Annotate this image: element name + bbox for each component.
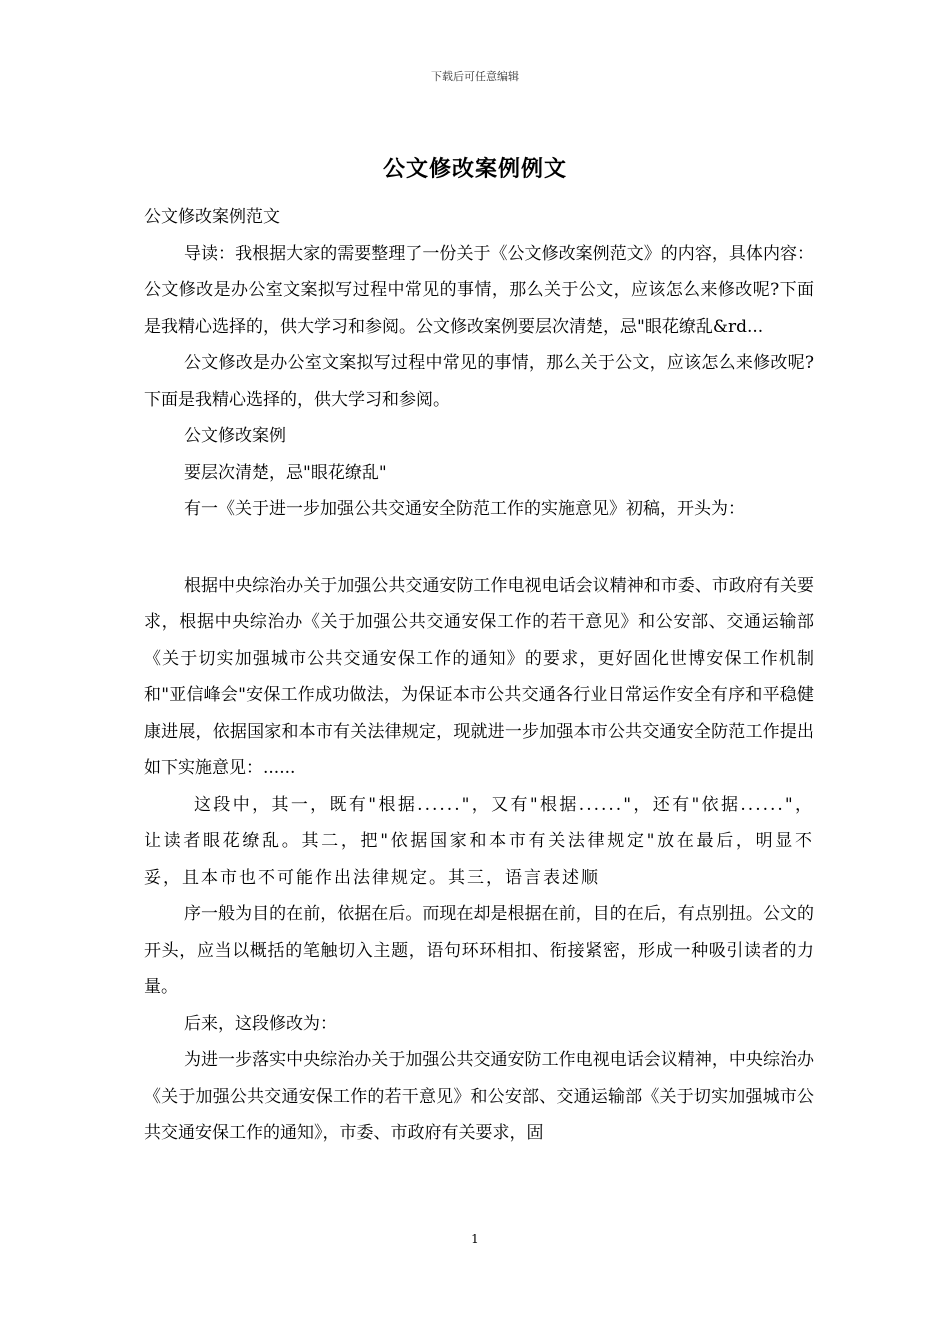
subtitle-paragraph: 公文修改案例范文 (144, 207, 280, 227)
body-paragraph: 公文修改是办公室文案拟写过程中常见的事情，那么关于公文，应该怎么来修改呢?下面是我精心选择的，供大学习和参阅。 (144, 353, 814, 410)
paragraph-gap (144, 528, 814, 568)
document-body (144, 199, 814, 1152)
document-title: 公文修改案例例文 (382, 157, 567, 182)
body-paragraph: 有一《关于进一步加强公共交通安全防范工作的实施意见》初稿，开头为： (184, 499, 745, 519)
header-note: 下载后可任意编辑 (431, 70, 519, 83)
section-heading: 公文修改案例 (184, 426, 286, 446)
analysis-paragraph: 这段中，其一，既有"根据......"，又有"根据......"，还有"依据......"，让读者眼花缭乱。其二，把"依据国家和本市有关法律规定"放在最后，明显不妥，且本市也不可能作出法律规定。其三，语言表述顺 (144, 794, 814, 888)
intro-paragraph: 导读：我根据大家的需要整理了一份关于《公文修改案例范文》的内容，具体内容：公文修改是办公室文案拟写过程中常见的事情，那么关于公文，应该怎么来修改呢?下面是我精心选择的，供大学习和参阅。公文修改案例要层次清楚，忌"眼花缭乱&rd... (144, 243, 814, 337)
analysis-continued-paragraph: 序一般为目的在前，依据在后。而现在却是根据在前，目的在后，有点别扭。公文的开头，应当以概括的笔触切入主题，语句环环相扣、衔接紧密，形成一种吸引读者的力量。 (144, 904, 814, 997)
page-number: 1 (471, 1232, 479, 1246)
quoted-draft-paragraph: 根据中央综治办关于加强公共交通安防工作电视电话会议精神和市委、市政府有关要求，根据中央综治办《关于加强公共交通安保工作的若干意见》和公安部、交通运输部《关于切实加强城市公共交通安保工作的通知》的要求，更好固化世博安保工作机制和"亚信峰会"安保工作成功做法，为保证本市公共交通各行业日常运作安全有序和平稳健康进展，依据国家和本市有关法律规定，现就进一步加强本市公共交通安全防范工作提出如下实施意见：...... (144, 575, 814, 778)
body-paragraph: 后来，这段修改为： (184, 1013, 337, 1034)
section-subheading: 要层次清楚，忌"眼花缭乱" (184, 462, 387, 483)
revised-draft-paragraph: 为进一步落实中央综治办关于加强公共交通安防工作电视电话会议精神，中央综治办《关于加强公共交通安保工作的若干意见》和公安部、交通运输部《关于切实加强城市公共交通安保工作的通知》，市委、市政府有关要求，固 (144, 1050, 814, 1143)
